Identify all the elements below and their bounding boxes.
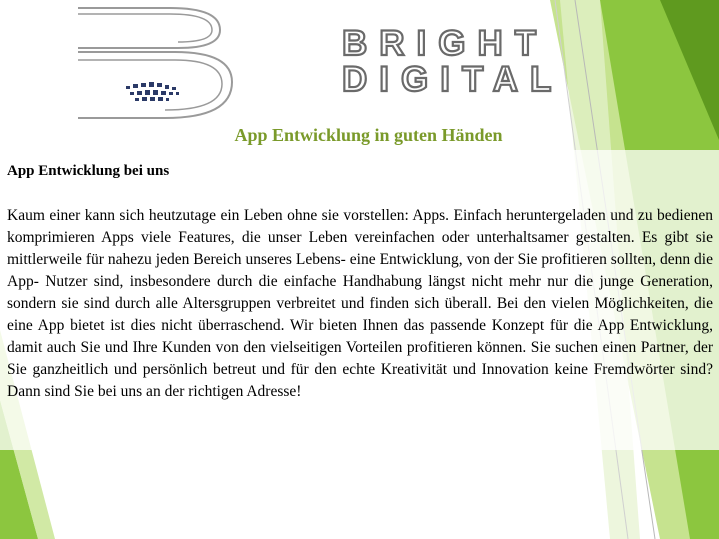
- logo-outline-bottom-arc: [78, 52, 232, 118]
- logo-outline-inner-top-arc: [78, 14, 212, 42]
- section-heading: App Entwicklung bei uns: [7, 163, 170, 179]
- bright-digital-logo: [70, 0, 630, 125]
- logo-wordmark-digital: DIGITAL: [342, 60, 564, 99]
- page-subtitle: App Entwicklung in guten Händen: [234, 125, 503, 145]
- body-paragraph: Kaum einer kann sich heutzutage ein Leben ohne sie vorstellen: Apps. Einfach heruntergeladen und zu bedienen komprimieren Apps viele Features, die unser Leben vereinfachen oder unterhaltsamer gestalten. Es gibt sie mittlerweile für nahezu jeden Bereich unseres Lebens- eine Entwicklung, von der Sie profitieren sollten, denn die App- Nutzer sind, insbesondere durch die einfache Handhabung längst nicht mehr nur die junge Generation, sondern sie sind durch alle Altersgruppen verbreitet und finden sich überall. Bei den vielen Möglichkeiten, die eine App bietet ist dies nicht überraschend. Wir bieten Ihnen das passende Konzept für die App Entwicklung, damit auch Sie und Ihre Kunden von den vielseitigen Vorteilen profitieren können. Sie suchen einen Partner, der Sie ganzheitlich und persönlich betreut und für den echte Kreativität und Innovation keine Fremdwörter sind? Dann sind Sie bei uns an der richtigen Adresse!: [7, 207, 713, 400]
- logo-wordmark-bright: BRIGHT: [342, 24, 549, 63]
